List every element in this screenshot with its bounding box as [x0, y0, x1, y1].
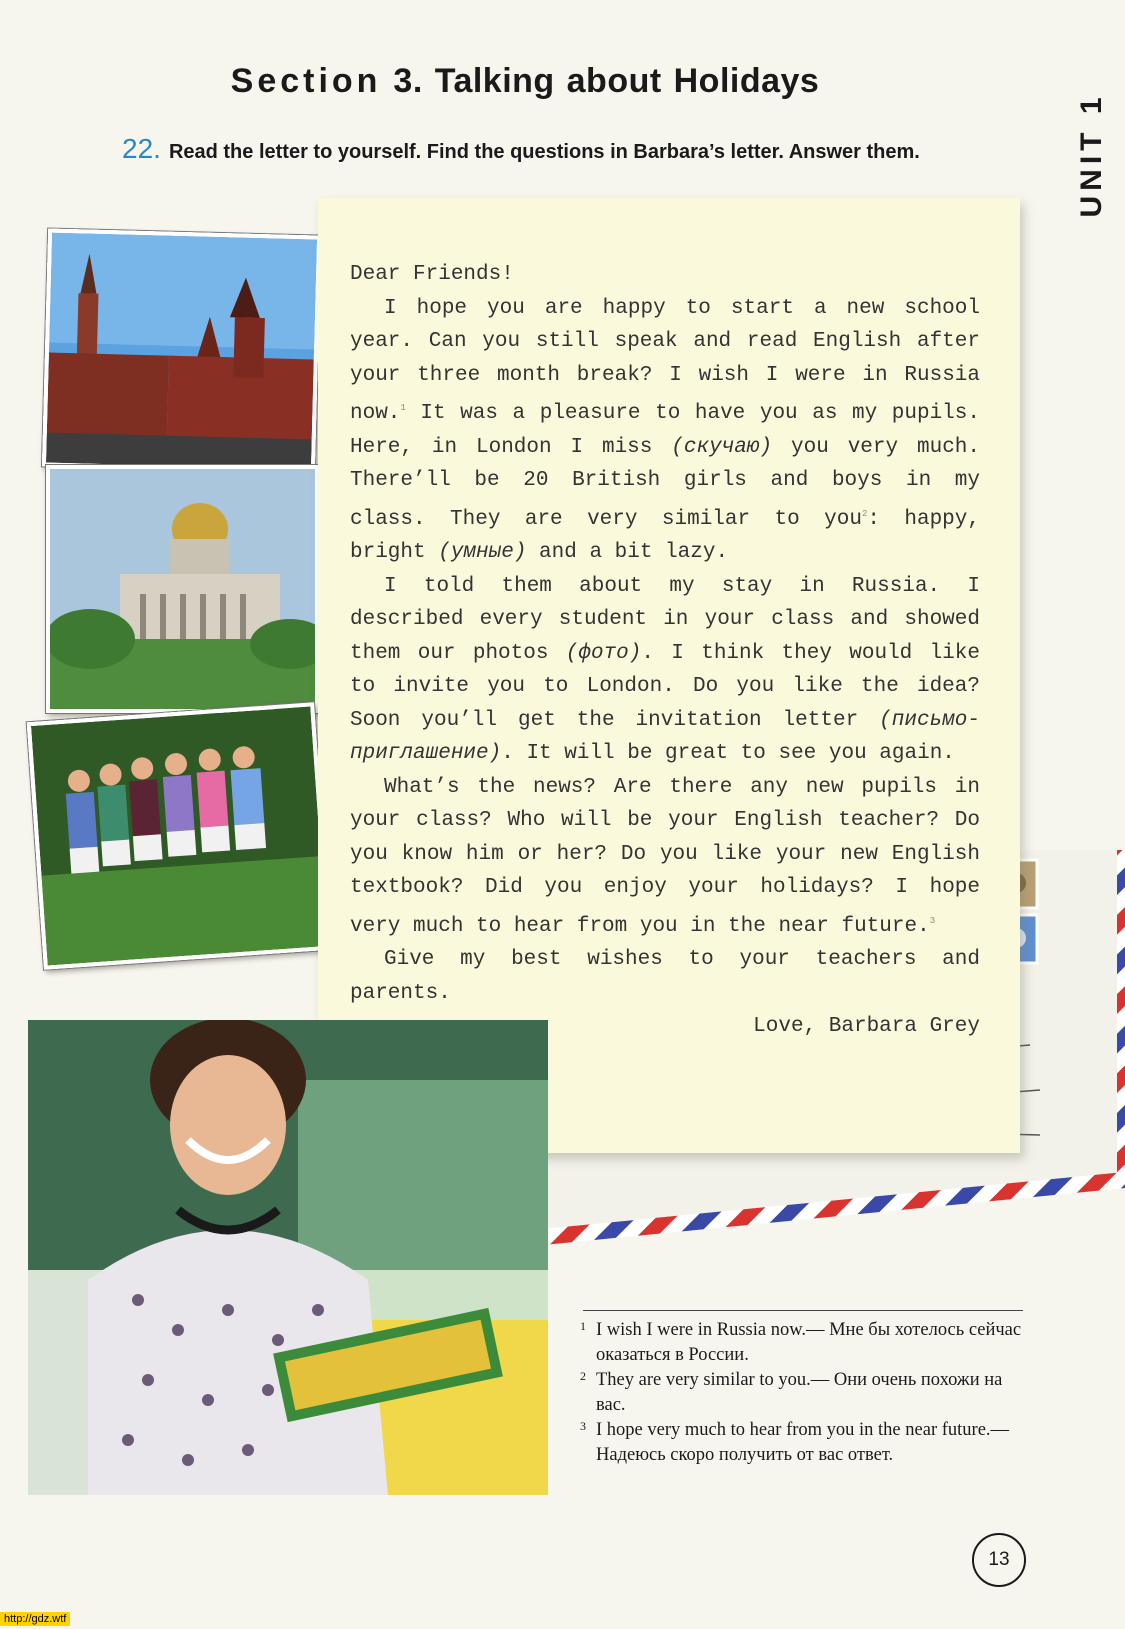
letter-p1-gloss-1: (скучаю): [671, 435, 773, 459]
letter-p2-a: I told them about my stay in Russia. I described every student in your class and showed them our photos: [350, 574, 980, 665]
section-title: [0, 62, 1050, 101]
section-title-rest: 3. Talking about Holidays: [393, 62, 820, 100]
footnote-ref-1: 1: [400, 403, 406, 413]
letter-p3-a: What’s the news? Are there any new pupils in your class? Who will be your English teacher? Do you know him or her? Do you like your new English textbook? Did you enjoy your holidays? I hope very much to hear from you in the near future.: [350, 775, 980, 938]
exercise-number: 22.: [122, 133, 161, 164]
footnote-ref-3: 3: [929, 915, 936, 926]
letter-p1-d: : happy, bright: [350, 507, 980, 564]
footnote-divider: [583, 1310, 1023, 1311]
letter-greeting: Dear Friends!: [350, 263, 514, 286]
letter-signature: Love, Barbara Grey: [753, 1015, 980, 1038]
footnote-text: They are very similar to you.— Они очень похожи на вас.: [596, 1370, 1003, 1415]
letter-p1-c: you very much. There’ll be 20 British girls and boys in my class. They are very similar to you: [350, 435, 980, 531]
letter-p1-gloss-2: (умные): [438, 541, 527, 564]
letter-p1-a: I hope you are happy to start a new school year. Can you still speak and read English after your three month break? I wish I were in Russia now.: [350, 296, 980, 425]
watermark: http://gdz.wtf: [0, 1612, 70, 1626]
letter-p2-gloss-1: (фото): [565, 641, 642, 665]
cathedral-photo: [46, 465, 319, 713]
footnote-text: I wish I were in Russia now.— Мне бы хотелось сейчас оказаться в России.: [596, 1320, 1022, 1365]
letter-body: [350, 258, 980, 1044]
footnote-ref-2: 2: [861, 508, 868, 519]
exercise-instruction: [122, 133, 982, 165]
footnote-text: I hope very much to hear from you in the near future.— Надеюсь скоро получить от вас ответ.: [596, 1420, 1010, 1465]
footnote-3: [580, 1418, 1030, 1468]
unit-tab: [1072, 90, 1112, 220]
letter-paper: [318, 198, 1020, 1153]
kremlin-photo: [42, 228, 321, 473]
footnote-number: 2: [580, 1369, 586, 1383]
letter-p1-b: It was a pleasure to have you as my pupils. Here, in London I miss: [350, 402, 980, 459]
footnote-1: [580, 1318, 1030, 1368]
footnote-number: 3: [580, 1419, 586, 1433]
children-photo: [27, 702, 332, 969]
footnote-number: 1: [580, 1319, 586, 1333]
letter-p2-gloss-2: (письмо-приглашение): [350, 708, 980, 765]
footnote-2: [580, 1368, 1030, 1418]
footnotes: [580, 1318, 1030, 1468]
letter-paragraph-1: [350, 292, 980, 570]
exercise-text: Read the letter to yourself. Find the questions in Barbara’s letter. Answer them.: [168, 141, 920, 163]
letter-paragraph-2: [350, 570, 980, 771]
teacher-photo: [28, 1020, 548, 1495]
letter-paragraph-4: Give my best wishes to your teachers and parents.: [350, 948, 980, 1005]
letter-p2-b: . I think they would like to invite you to London. Do you like the idea? Soon you’ll get the invitation letter: [350, 641, 980, 732]
unit-tab-label: UNIT 1: [1075, 92, 1108, 218]
section-title-word: Section: [230, 62, 382, 100]
letter-p2-c: . It will be great to see you again.: [501, 742, 955, 765]
letter-paragraph-3: [350, 771, 980, 944]
page-number: 13: [972, 1533, 1026, 1587]
letter-p1-e: and a bit lazy.: [526, 541, 729, 564]
